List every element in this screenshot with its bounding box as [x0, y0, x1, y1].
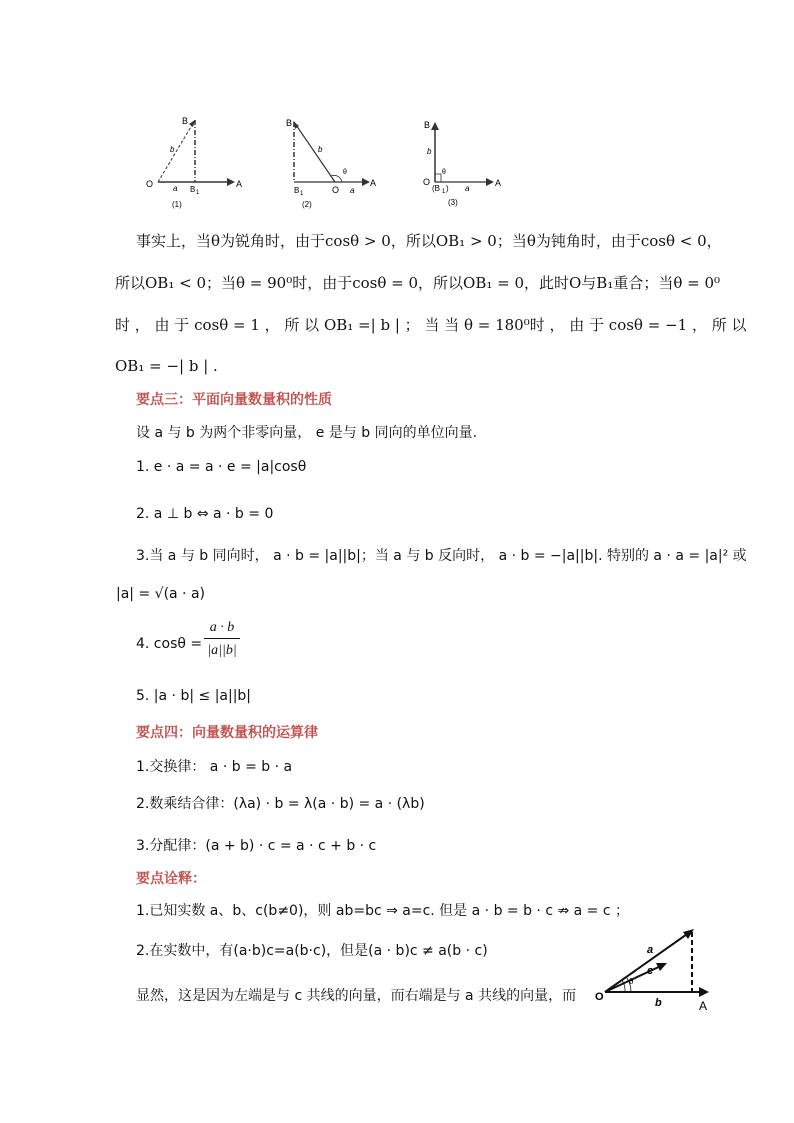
label-B1: B — [294, 186, 300, 195]
figure-caption: (2) — [302, 200, 312, 209]
label-B1: B — [190, 185, 196, 194]
label-a: a — [465, 184, 470, 193]
fraction-numerator: a · b — [204, 620, 240, 639]
property-3-continued: |a| = √(a · a) — [116, 586, 205, 602]
law-commutative: 1.交换律： a · b = b · a — [136, 759, 293, 775]
arrowhead-b — [431, 122, 439, 130]
label-theta: θ — [343, 169, 347, 176]
property-4-fraction — [204, 620, 240, 659]
arrowhead-b — [189, 120, 195, 127]
label-theta: θ — [629, 977, 634, 986]
vector-c — [605, 965, 663, 992]
label-a: a — [647, 944, 654, 956]
label-B1-sub: 1 — [442, 189, 446, 195]
vector-a — [605, 932, 690, 992]
figure-obtuse-angle — [280, 112, 390, 212]
label-B1: (B — [432, 184, 440, 193]
label-B: B — [286, 118, 293, 128]
figure-caption: (1) — [172, 200, 182, 209]
paragraph-line-3: 时 ， 由 于 cosθ = 1 ， 所 以 OB₁ =| b | ； 当 当 θ = 180⁰时 ， 由 于 cosθ = −1 ， 所 以 — [115, 316, 747, 334]
property-intro: 设 a 与 b 为两个非零向量， e 是与 b 同向的单位向量. — [136, 425, 478, 441]
label-O: O — [423, 177, 431, 187]
fraction-denominator: |a||b| — [207, 643, 237, 658]
label-O: O — [595, 991, 604, 1003]
vector-b — [294, 122, 335, 182]
figure-vector-triangle — [595, 920, 725, 1015]
arrowhead-a — [362, 178, 370, 186]
label-b: b — [655, 997, 662, 1009]
arrowhead-a — [486, 178, 494, 186]
label-A: A — [236, 179, 243, 189]
label-A: A — [699, 999, 708, 1013]
property-3: 3.当 a 与 b 同向时， a · b = |a||b|；当 a 与 b 反向时， a · b = −|a||b|. 特别的 a · a = |a|² 或 — [136, 548, 747, 564]
paragraph-line-1: 事实上，当θ为锐角时，由于cosθ > 0，所以OB₁ > 0；当θ为钝角时，由于cosθ < 0， — [136, 232, 722, 250]
label-a: a — [173, 184, 178, 193]
label-B1-close: ) — [446, 184, 449, 193]
section-heading-laws: 要点四：向量数量积的运算律 — [136, 725, 318, 741]
figure-acute-angle — [140, 110, 250, 210]
label-c: c — [647, 965, 654, 977]
label-b: b — [170, 145, 175, 154]
label-B1-sub: 1 — [196, 190, 200, 196]
note-1: 1.已知实数 a、b、c(b≠0)，则 ab=bc ⇒ a=c. 但是 a · b = b · c ⇏ a = c ； — [136, 903, 630, 919]
paragraph-line-2: 所以OB₁ < 0；当θ = 90⁰时，由于cosθ = 0，所以OB₁ = 0，此时O与B₁重合；当θ = 0⁰ — [115, 274, 721, 292]
figure-right-angle — [420, 112, 520, 212]
label-theta: θ — [442, 169, 446, 176]
section-heading-notes: 要点诠释： — [136, 871, 206, 887]
label-b: b — [427, 147, 432, 156]
label-a: a — [350, 186, 355, 195]
law-distributive: 3.分配律：(a + b) · c = a · c + b · c — [136, 838, 377, 854]
label-b: b — [318, 145, 323, 154]
section-heading-properties: 要点三：平面向量数量积的性质 — [136, 392, 332, 408]
arrowhead-a — [227, 178, 235, 186]
arrowhead-b — [699, 987, 709, 997]
right-angle-mark — [435, 174, 441, 182]
label-O: O — [332, 185, 340, 195]
paragraph-line-4: OB₁ = −| b | . — [115, 357, 218, 375]
note-2: 2.在实数中，有(a·b)c=a(b·c)，但是(a · b)c ≠ a(b · c) — [136, 943, 488, 959]
label-B: B — [182, 116, 189, 126]
label-A: A — [495, 178, 502, 188]
property-1: 1. e · a = a · e = |a|cosθ — [136, 459, 307, 475]
label-A: A — [370, 178, 377, 188]
law-scalar-associative: 2.数乘结合律：(λa) · b = λ(a · b) = a · (λb) — [136, 796, 425, 812]
label-B1-sub: 1 — [300, 191, 304, 197]
note-3: 显然，这是因为左端是与 c 共线的向量，而右端是与 a 共线的向量，而 — [136, 988, 577, 1004]
figure-caption: (3) — [448, 198, 458, 207]
vector-b — [158, 120, 195, 182]
label-B: B — [424, 120, 431, 130]
property-5: 5. |a · b| ≤ |a||b| — [136, 688, 252, 704]
property-4-label: 4. cosθ = — [136, 636, 203, 652]
property-2: 2. a ⊥ b ⇔ a · b = 0 — [136, 506, 274, 522]
label-O: O — [146, 179, 154, 189]
